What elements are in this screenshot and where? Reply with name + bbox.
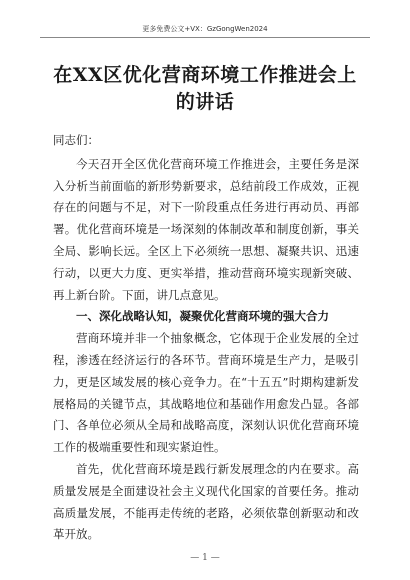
page-header: 更多免费公文+VX：GzGongWen2024 bbox=[142, 25, 268, 33]
document-title: 在XX区优化营商环境工作推进会上的讲话 bbox=[53, 64, 357, 113]
body-paragraph: 今天召开全区优化营商环境工作推进会，主要任务是深入分析当前面临的新形势新要求，总结前段工作成效，正视存在的问题与不足，对下一阶段重点任务进行再动员、再部署。优化营商环境是一场深刻的体制改革和制度创新，事关全局、影响长远。全区上下必须统一思想、凝聚共识、迅速行动，以更大力度、更实举措，推动营商环境实现新突破、再上新台阶。下面，讲几点意见。 bbox=[53, 156, 359, 302]
header-divider bbox=[40, 37, 370, 38]
document-body bbox=[53, 130, 359, 546]
body-paragraph: 营商环境并非一个抽象概念，它体现于企业发展的全过程，渗透在经济运行的各环节。营商环境是生产力，是吸引力，更是区域发展的核心竞争力。在“十五五”时期构建新发展格局的关键节点，其战略地位和基础作用愈发凸显。各部门、各单位必须从全局和战略高度，深刻认识优化营商环境工作的极端重要性和现实紧迫性。 bbox=[53, 331, 359, 455]
section-heading: 一、深化战略认知，凝聚优化营商环境的强大合力 bbox=[76, 309, 329, 324]
page-number: — 1 — bbox=[190, 553, 220, 563]
body-paragraph: 首先，优化营商环境是践行新发展理念的内在要求。高质量发展是全面建设社会主义现代化国家的首要任务。推动高质量发展，不能再走传统的老路，必须依靠创新驱动和改革开放。 bbox=[53, 461, 359, 542]
greeting: 同志们： bbox=[53, 133, 99, 147]
